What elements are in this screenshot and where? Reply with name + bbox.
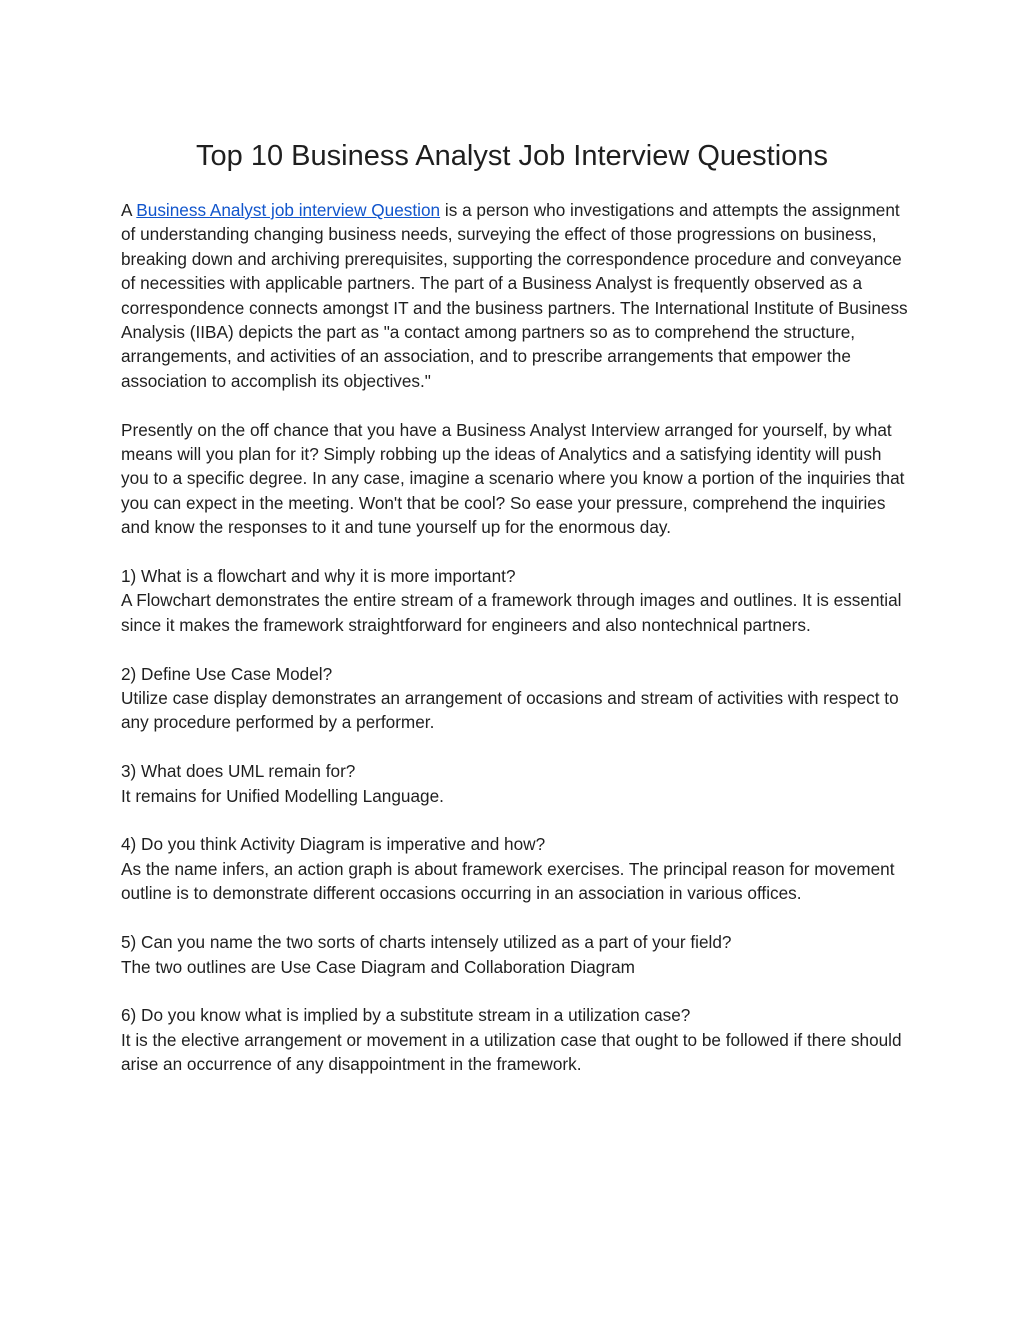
answer-5: The two outlines are Use Case Diagram and Collaboration Diagram — [121, 956, 635, 977]
answer-6: It is the elective arrangement or movement in a utilization case that ought to be followed if there should arise an occurrence of any disappointment in the framework. — [121, 1029, 902, 1075]
question-5: 5) Can you name the two sorts of charts intensely utilized as a part of your field? — [121, 932, 732, 953]
intro-text: is a person who investigations and attempts the assignment of understanding changing business needs, surveying the effect of those progressions on business, breaking down and archiving prerequisites, supporting the correspondence procedure and conveyance of necessities with applicable partners. The part of a Business Analyst is frequently observed as a correspondence connects amongst IT and the business partners. The International Institute of Business Analysis (IIBA) depicts the part as "a contact among partners so as to comprehend the structure, arrangements, and activities of an association, and to prescribe arrangements that empower the association to accomplish its objectives." — [121, 200, 908, 391]
qa-item-1 — [121, 564, 911, 637]
answer-2: Utilize case display demonstrates an arrangement of occasions and stream of activities with respect to any procedure performed by a performer. — [121, 688, 899, 733]
qa-item-4 — [121, 832, 911, 905]
question-2: 2) Define Use Case Model? — [121, 663, 333, 684]
qa-item-6 — [121, 1003, 911, 1076]
question-1: 1) What is a flowchart and why it is more important? — [121, 566, 516, 587]
qa-item-5 — [121, 930, 911, 979]
answer-1: A Flowchart demonstrates the entire stream of a framework through images and outlines. It is essential since it makes the framework straightforward for engineers and also nontechnical partners. — [121, 590, 902, 635]
qa-item-3 — [121, 759, 911, 808]
answer-4: As the name infers, an action graph is about framework exercises. The principal reason for movement outline is to demonstrate different occasions occurring in an association in various offices. — [121, 858, 895, 904]
question-3: 3) What does UML remain for? — [121, 761, 356, 782]
business-analyst-question-link[interactable]: Business Analyst job interview Question — [136, 200, 441, 220]
preparation-paragraph: Presently on the off chance that you have a Business Analyst Interview arranged for yourself, by what means will you plan for it? Simply robbing up the ideas of Analytics and a satisfying identity will push you to a specific degree. In any case, imagine a scenario where you know a portion of the inquiries that you can expect in the meeting. Won't that be cool? So ease your pressure, comprehend the inquiries and know the responses to it and tune yourself up for the enormous day. — [121, 419, 905, 538]
qa-item-2 — [121, 662, 911, 735]
intro-paragraph — [121, 198, 911, 393]
answer-3: It remains for Unified Modelling Language. — [121, 785, 444, 806]
question-6: 6) Do you know what is implied by a substitute stream in a utilization case? — [121, 1005, 691, 1026]
document-body — [121, 198, 911, 1101]
intro-prefix: A — [121, 200, 137, 220]
question-4: 4) Do you think Activity Diagram is imperative and how? — [121, 834, 546, 855]
page-title: Top 10 Business Analyst Job Interview Questions — [196, 140, 828, 172]
